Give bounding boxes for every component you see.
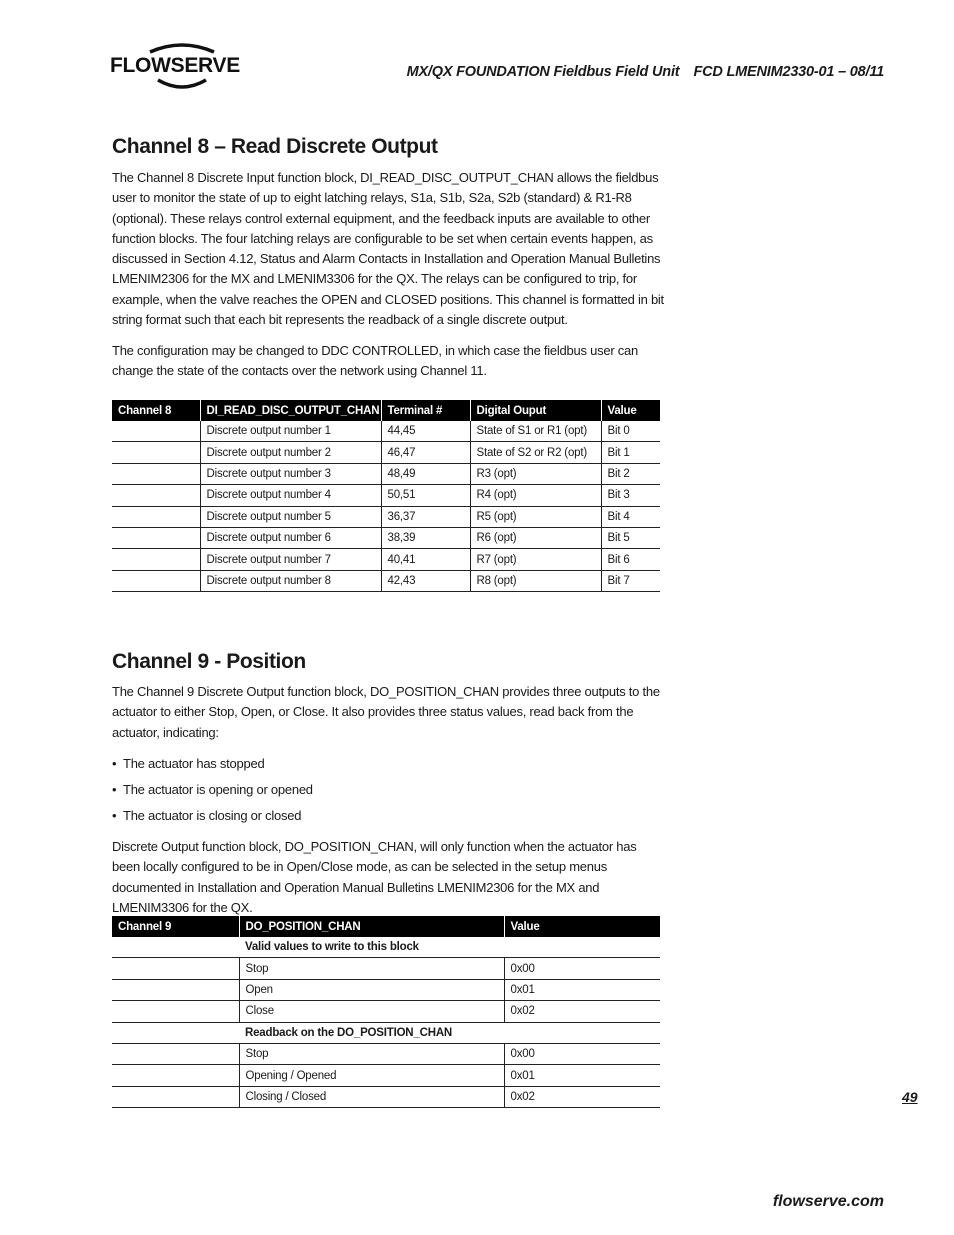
table-cell <box>112 1001 239 1022</box>
table-cell: 0x01 <box>504 979 660 1000</box>
table-header-row <box>112 400 660 421</box>
table-cell: 48,49 <box>381 463 470 484</box>
table-cell: 40,41 <box>381 549 470 570</box>
table-cell <box>112 1022 239 1043</box>
table-cell: 44,45 <box>381 421 470 442</box>
page-number: 49 <box>902 1089 918 1105</box>
table-cell: 0x00 <box>504 958 660 979</box>
list-item: • The actuator is closing or closed <box>112 806 313 832</box>
channel-8-table <box>112 400 660 592</box>
table-cell: Bit 2 <box>601 463 660 484</box>
table-cell: Closing / Closed <box>239 1086 504 1107</box>
table-row <box>112 421 660 442</box>
table-row <box>112 1065 660 1086</box>
table-cell <box>112 570 200 591</box>
flowserve-logo <box>110 40 250 98</box>
table-row <box>112 958 660 979</box>
table-cell: Discrete output number 1 <box>200 421 381 442</box>
table-cell <box>112 958 239 979</box>
table-cell: Discrete output number 3 <box>200 463 381 484</box>
table-cell: R8 (opt) <box>470 570 601 591</box>
table-subheader-row <box>112 1022 660 1043</box>
table-subheader-row <box>112 937 660 958</box>
table-cell <box>112 421 200 442</box>
table-cell <box>112 549 200 570</box>
table-cell: Bit 5 <box>601 527 660 548</box>
subheader-write-values: Valid values to write to this block <box>239 937 660 958</box>
list-item: • The actuator has stopped <box>112 754 313 780</box>
table-cell: State of S2 or R2 (opt) <box>470 442 601 463</box>
table-cell: Bit 6 <box>601 549 660 570</box>
table-cell <box>112 463 200 484</box>
table-cell: Close <box>239 1001 504 1022</box>
table-cell: Discrete output number 6 <box>200 527 381 548</box>
section-title-channel-9: Channel 9 - Position <box>112 650 306 673</box>
table-row <box>112 549 660 570</box>
table-cell: 36,37 <box>381 506 470 527</box>
section-title-channel-8: Channel 8 – Read Discrete Output <box>112 135 438 158</box>
column-header: DI_READ_DISC_OUTPUT_CHAN <box>200 400 381 421</box>
table-cell: Discrete output number 2 <box>200 442 381 463</box>
table-cell: R5 (opt) <box>470 506 601 527</box>
table-cell: Bit 1 <box>601 442 660 463</box>
column-header: Channel 8 <box>112 400 200 421</box>
table-cell: Discrete output number 4 <box>200 485 381 506</box>
column-header: Terminal # <box>381 400 470 421</box>
table-row <box>112 506 660 527</box>
table-cell: 50,51 <box>381 485 470 506</box>
table-cell: State of S1 or R1 (opt) <box>470 421 601 442</box>
subheader-readback-values: Readback on the DO_POSITION_CHAN <box>239 1022 660 1043</box>
column-header: Digital Ouput <box>470 400 601 421</box>
table-row <box>112 442 660 463</box>
table-cell <box>112 527 200 548</box>
list-item: • The actuator is opening or opened <box>112 780 313 806</box>
logo-wordmark: FLOWSERVE <box>110 54 240 77</box>
footer-website-link[interactable]: flowserve.com <box>772 1193 884 1210</box>
table-cell: Stop <box>239 958 504 979</box>
status-bullet-list <box>112 754 313 832</box>
table-cell <box>112 1043 239 1064</box>
table-cell: Discrete output number 7 <box>200 549 381 570</box>
channel-9-table <box>112 916 660 1108</box>
table-cell: 38,39 <box>381 527 470 548</box>
table-cell: 0x00 <box>504 1043 660 1064</box>
table-cell <box>112 937 239 958</box>
section-9-paragraph-2: Discrete Output function block, DO_POSITION_CHAN, will only function when the actuator has been locally configured to be in Open/Close mode, as can be selected in the setup menus documented in Installation and Operation Manual Bulletins LMENIM2306 for the MX and LMENIM3306 for the QX. <box>112 839 637 915</box>
table-cell: Discrete output number 5 <box>200 506 381 527</box>
section-9-paragraph-1: The Channel 9 Discrete Output function block, DO_POSITION_CHAN provides three outputs to the actuator to either Stop, Open, or Close. It also provides three status values, read back from the actuator, indicating: <box>112 684 660 740</box>
section-8-paragraph-2: The configuration may be changed to DDC CONTROLLED, in which case the fieldbus user can change the state of the contacts over the network using Channel 11. <box>112 343 638 379</box>
table-cell <box>112 1086 239 1107</box>
table-cell <box>112 1065 239 1086</box>
table-cell: R7 (opt) <box>470 549 601 570</box>
table-cell <box>112 485 200 506</box>
table-row <box>112 570 660 591</box>
table-cell: Bit 7 <box>601 570 660 591</box>
table-cell <box>112 979 239 1000</box>
column-header: Value <box>601 400 660 421</box>
table-row <box>112 1043 660 1064</box>
table-row <box>112 979 660 1000</box>
table-cell <box>112 506 200 527</box>
column-header: DO_POSITION_CHAN <box>239 916 504 937</box>
table-row <box>112 1086 660 1107</box>
table-cell: Opening / Opened <box>239 1065 504 1086</box>
section-8-paragraph-1: The Channel 8 Discrete Input function block, DI_READ_DISC_OUTPUT_CHAN allows the fieldbus user to monitor the state of up to eight latching relays, S1a, S1b, S2a, S2b (standard) & R1-R8 (optional). These relays control external equipment, and the feedback inputs are available to other function blocks. The four latching relays are configurable to be set when certain events happen, as discussed in Section 4.12, Status and Alarm Contacts in Installation and Operation Manual Bulletins LMENIM2306 for the MX and LMENIM3306 for the QX. The relays can be configured to trip, for example, when the valve reaches the OPEN and CLOSED positions. This channel is formatted in bit string format such that each bit represents the readback of a single discrete output. <box>112 170 664 328</box>
table-row <box>112 1001 660 1022</box>
table-cell: Bit 0 <box>601 421 660 442</box>
table-cell: R4 (opt) <box>470 485 601 506</box>
table-row <box>112 527 660 548</box>
column-header: Channel 9 <box>112 916 239 937</box>
table-cell: 0x02 <box>504 1086 660 1107</box>
table-row <box>112 485 660 506</box>
table-row <box>112 463 660 484</box>
table-cell: 42,43 <box>381 570 470 591</box>
table-cell: Bit 3 <box>601 485 660 506</box>
table-cell: Discrete output number 8 <box>200 570 381 591</box>
document-title: MX/QX FOUNDATION Fieldbus Field Unit <box>406 64 680 80</box>
table-cell: Stop <box>239 1043 504 1064</box>
table-cell: 0x02 <box>504 1001 660 1022</box>
table-cell: Open <box>239 979 504 1000</box>
table-cell: Bit 4 <box>601 506 660 527</box>
table-cell: 46,47 <box>381 442 470 463</box>
table-cell: R6 (opt) <box>470 527 601 548</box>
table-cell <box>112 442 200 463</box>
column-header: Value <box>504 916 660 937</box>
table-cell: R3 (opt) <box>470 463 601 484</box>
document-code: FCD LMENIM2330-01 – 08/11 <box>693 64 884 80</box>
document-header <box>407 64 884 80</box>
table-header-row <box>112 916 660 937</box>
table-cell: 0x01 <box>504 1065 660 1086</box>
